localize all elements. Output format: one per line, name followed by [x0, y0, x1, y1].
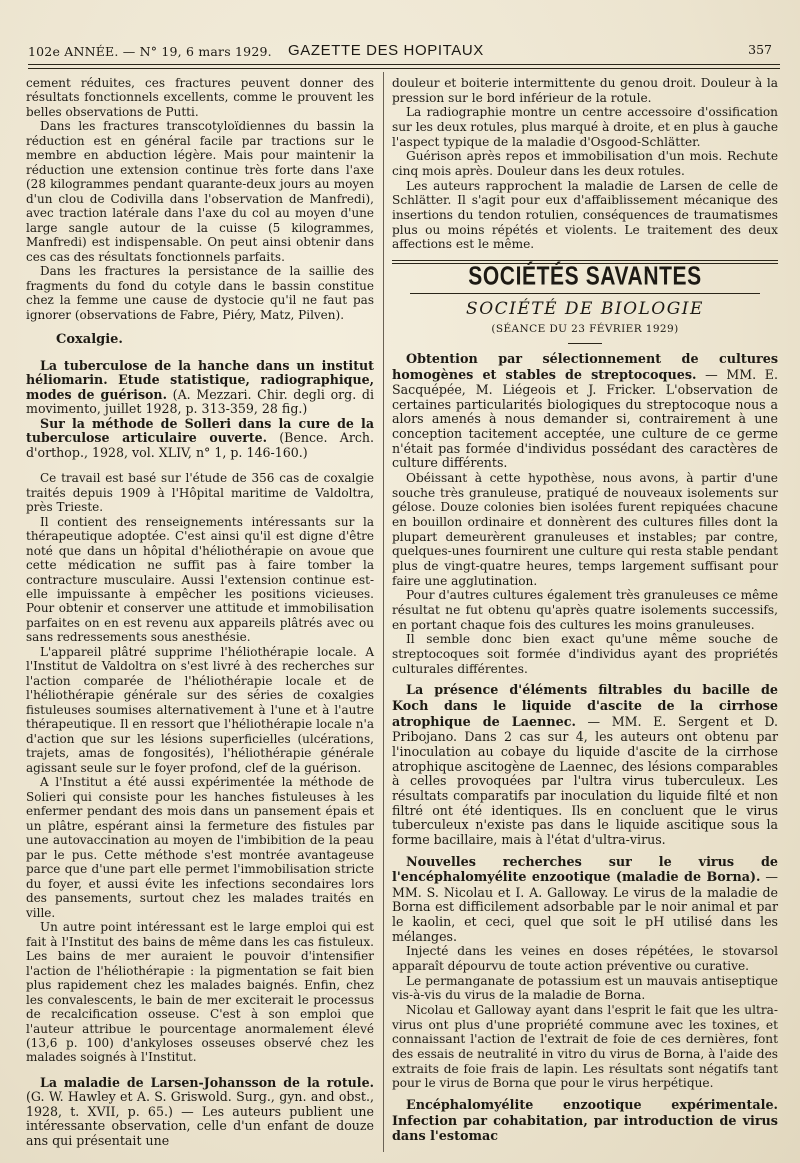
paragraph: Les auteurs rapprochent la maladie de Larsen de celle de Schlätter. Il s'agit pour eux d'affaiblissement mécanique des insertions du tendon rotulien, conséquences de traumatismes plus ou moins répétés et violents. Le traitement des deux affections est le même.: [392, 178, 778, 252]
reference-title: La tuberculose de la hanche dans un institut héliomarin. Etude statistique, radiographique, modes de guérison.: [26, 357, 374, 402]
section-heading-coxalgie: Coxalgie.: [56, 332, 123, 348]
section-title-societes: SOCIÉTÉS SAVANTES: [468, 261, 702, 291]
abstract-3: [392, 855, 778, 945]
abstract-title: Obtention par sélectionnement de cultures homogènes et stables de streptocoques.: [392, 351, 778, 383]
paragraph: Dans les fractures transcotyloïdiennes du bassin la réduction est en général facile par tractions sur le membre en abduction légère. Mais pour maintenir la réduction une extension continue très forte dans l'axe (28 kilogrammes pendant quarante-deux jours au moyen d'un clou de Codivilla dans l'observation de Manfredi), avec traction latérale dans l'axe du col au moyen d'une large sangle autour de la cuisse (5 kilogrammes, Manfredi) est indispensable. On peut ainsi obtenir dans ces cas des résultats fonctionnels parfaits.: [26, 119, 374, 264]
header-rule: [28, 64, 780, 65]
abstract-title: Encéphalomyélite enzootique expérimentale. Infection par cohabitation, par introduction de virus dans l'estomac: [392, 1098, 778, 1145]
abstract-text: — MM. E. Sergent et D. Pribojano. Dans 2 cas sur 4, les auteurs ont obtenu par l'inoculation au cobaye du liquide d'ascite de la cirrhose atrophique ascitogène de Laennec, des lésions comparables à celles provoquées par l'ultra virus tuberculeux. Les résultats comparatifs par inoculation du liquide filté et non filtré ont été identiques. Ils en concluent que le virus tuberculeux n'existe pas dans le liquide ascitique sous la forme bacillaire, mais à l'état d'ultra-virus.: [392, 713, 779, 847]
reference-citation: (Bence. Arch. d'orthop., 1928, vol. XLIV, n° 1, p. 146-160.): [26, 430, 375, 460]
paragraph: Il semble donc bien exact qu'une même souche de streptocoques soit formée d'individus ayant des propriétés culturales différentes.: [392, 632, 778, 676]
short-rule: [568, 343, 602, 344]
paragraph: La radiographie montre un centre accessoire d'ossification sur les deux rotules, plus marqué à droite, et en plus à gauche l'aspect typique de la maladie d'Osgood-Schlätter.: [392, 105, 778, 149]
paragraph: Nicolau et Galloway ayant dans l'esprit le fait que les ultra-virus ont plus d'une propriété commune avec les toxines, et connaissant l'action de l'extrait de foie de ces dernières, font des essais de neutralité in vitro du virus de Borna, à l'aide des extraits de foie frais de lapin. Les résultats sont négatifs tant pour le virus de Borna que pour le virus herpétique.: [392, 1003, 778, 1091]
societes-section: [392, 260, 778, 344]
abstract-text: — MM. S. Nicolau et I. A. Galloway. Le virus de la maladie de Borna est difficilement adsorbable par le noir animal et par le kaolin, et ceci, quel que soit le pH utilisé dans les mélanges.: [392, 869, 778, 944]
page-number: 357: [748, 42, 772, 57]
abstract-1: [392, 352, 778, 471]
reference-title: Sur la méthode de Solleri dans la cure de la tuberculose articulaire ouverte.: [26, 415, 374, 446]
reference-citation: (A. Mezzari. Chir. degli org. di movimento, juillet 1928, p. 313-359, 28 fig.): [26, 386, 374, 417]
paragraph: Guérison après repos et immobilisation d'un mois. Rechute cinq mois après. Douleur dans les deux rotules.: [392, 149, 778, 178]
paragraph: Un autre point intéressant est le large emploi qui est fait à l'Institut des bains de même dans les cas fistuleux. Les bains de mer auraient le pouvoir d'intensifier l'action de l'héliothérapie : la pigmentation se fait bien plus rapidement chez les malades baignés. Enfin, chez les convalescents, le bain de mer exciterait le processus de recalcification osseuse. C'est à son emploi que l'auteur attribue le pourcentage anormalement élevé (13,6 p. 100) d'ankyloses osseuses observé chez les malades soignés à l'Institut.: [26, 920, 374, 1065]
paragraph: Dans les fractures la persistance de la saillie des fragments du fond du cotyle dans le bassin constitue chez la femme une cause de dystocie qu'il ne faut pas ignorer (observations de Fabre, Piéry, Matz, Pilven).: [26, 264, 374, 322]
paragraph: Il contient des renseignements intéressants sur la thérapeutique adoptée. C'est ainsi qu'il est digne d'être noté que dans un hôpital d'héliothérapie on avoue que cette médication ne suffit pas à faire tomber la contracture musculaire. Aussi l'extension continue est-elle impuissante à empêcher les positions vicieuses. Pour obtenir et conserver une attitude et immobilisation parfaites on en est revenu aux appareils plâtrés avec ou sans redressements sous anesthésie.: [26, 514, 374, 645]
paragraph: Pour d'autres cultures également très granuleuses ce même résultat ne fut obtenu qu'après quatre isolements successifs, en portant chaque fois des cultures les moins granuleuses.: [392, 588, 778, 632]
paragraph: douleur et boiterie intermittente du genou droit. Douleur à la pression sur le bord inférieur de la rotule.: [392, 76, 778, 105]
issue-info: 102e ANNÉE. — N° 19, 6 mars 1929.: [28, 44, 272, 59]
paragraph: cement réduites, ces fractures peuvent donner des résultats fonctionnels excellents, comme le prouvent les belles observations de Putti.: [26, 76, 374, 119]
column-divider: [383, 72, 384, 1152]
paragraph: Injecté dans les veines en doses répétées, le stovarsol apparaît dépourvu de toute action préventive ou curative.: [392, 944, 778, 974]
left-column: [26, 76, 374, 1148]
paragraph: L'appareil plâtré supprime l'héliothérapie locale. A l'Institut de Valdoltra on s'est livré à des recherches sur l'action comparée de l'héliothérapie locale et de l'héliothérapie générale sur des séries de coxalgies fistuleuses soumises alternativement à l'une et à l'autre thérapeutique. Il en ressort que l'héliothérapie locale n'a d'action que sur les lésions superficielles (ulcérations, trajets, amas de fongosités), l'héliothérapie générale agissant seule sur le foyer profond, clef de la guérison.: [26, 644, 374, 775]
rule: [410, 293, 760, 294]
abstract-4: [392, 1098, 778, 1145]
journal-title: GAZETTE DES HOPITAUX: [288, 42, 484, 59]
session-date: (SÉANCE DU 23 FÉVRIER 1929): [491, 323, 679, 336]
right-column: [392, 76, 778, 1145]
abstract-title: Nouvelles recherches sur le virus de l'encéphalomyélite enzootique (maladie de Borna).: [392, 854, 778, 886]
reference-3: [26, 1076, 374, 1148]
paragraph: Le permanganate de potassium est un mauvais antiseptique vis-à-vis du virus de la maladie de Borna.: [392, 973, 778, 1003]
abstract-2: [392, 683, 778, 847]
reference-citation: (G. W. Hawley et A. S. Griswold. Surg., gyn. and obst., 1928, t. XVII, p. 65.) — Les auteurs publient une intéressante observation, celle d'un enfant de douze ans qui présentait une: [26, 1089, 374, 1148]
paragraph: A l'Institut a été aussi expérimentée la méthode de Solieri qui consiste pour les hanches fistuleuses à les enfermer pendant des mois dans un pansement épais et un plâtre, espérant ainsi la fermeture des fistules par une autovaccination au moyen de l'imbibition de la peau par le pus. Cette méthode s'est montrée avantageuse parce que d'une part elle permet l'immobilisation stricte du foyer, et aussi évite les infections secondaires lors des pansements, surtout chez les malades traités en ville.: [26, 775, 374, 920]
paragraph: Obéissant à cette hypothèse, nous avons, à partir d'une souche très granuleuse, pratiqué de nouveaux isolements sur gélose. Douze colonies bien isolées furent repiquées chacune en bouillon ordinaire et donnèrent des cultures filles dont la plupart demeurèrent granuleuses et instables; par contre, quelques-unes fournirent une culture qui resta stable pendant plus de vingt-quatre heures, temps largement suffisant pour faire une agglutination.: [392, 471, 778, 588]
reference-2: [26, 417, 374, 460]
page-header: [28, 38, 772, 62]
abstract-text: — MM. E. Sacquépée, M. Liégeois et J. Fricker. L'observation de certaines particularités biologiques du streptocoque nous a alors amenés à nous demander si, contrairement à une conception tacitement acceptée, une culture de ce germe n'était pas formée d'individus possédant des caractères de culture différents.: [392, 366, 779, 471]
abstract-title: La présence d'éléments filtrables du bacille de Koch dans le liquide d'ascite de la cirrhose atrophique de Laennec.: [392, 683, 778, 730]
paragraph: Ce travail est basé sur l'étude de 356 cas de coxalgie traités depuis 1909 à l'Hôpital maritime de Valdoltra, près Trieste.: [26, 471, 374, 515]
header-rule-thin: [28, 68, 780, 69]
society-name: SOCIÉTÉ DE BIOLOGIE: [466, 298, 704, 319]
reference-1: [26, 359, 374, 417]
reference-title: La maladie de Larsen-Johansson de la rotule.: [40, 1074, 374, 1090]
